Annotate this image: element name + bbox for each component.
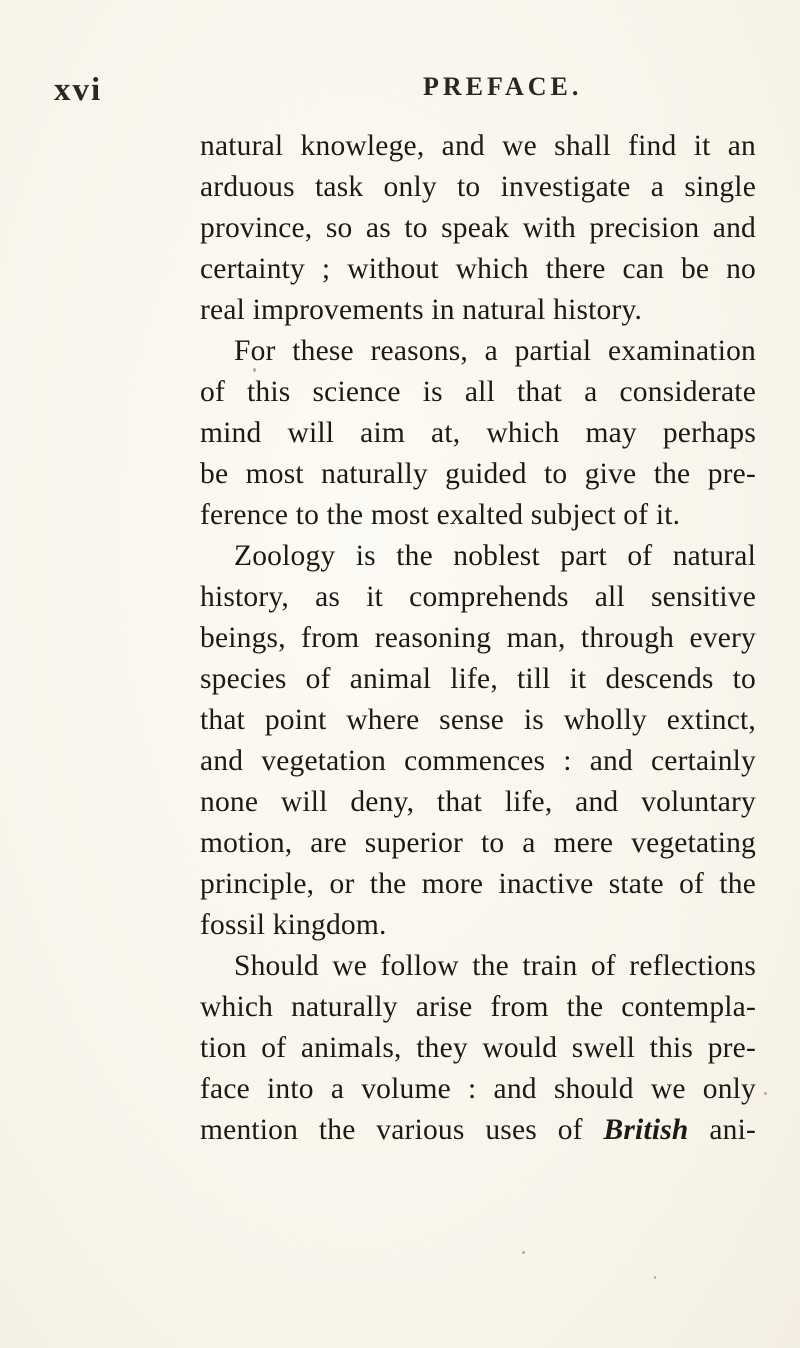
text-line-content: be most naturally guided to give the pre- bbox=[200, 458, 756, 490]
text-line bbox=[200, 536, 756, 577]
paper-speck bbox=[253, 368, 256, 372]
text-line-content: that point where sense is wholly extinct, bbox=[200, 704, 756, 736]
text-line-content: motion, are superior to a mere vegetating bbox=[200, 827, 756, 859]
running-head bbox=[0, 72, 800, 112]
text-line-content: history, as it comprehends all sensitive bbox=[200, 581, 756, 613]
text-line-content: principle, or the more inactive state of the bbox=[200, 868, 756, 900]
text-line bbox=[200, 372, 756, 413]
paper-speck bbox=[522, 1251, 525, 1254]
text-line bbox=[200, 987, 756, 1028]
text-line-content: arduous task only to investigate a single bbox=[200, 171, 756, 203]
text-line-content: certainty ; without which there can be no bbox=[200, 253, 756, 285]
body-text bbox=[200, 126, 756, 1151]
text-line bbox=[200, 1110, 756, 1151]
text-line bbox=[200, 331, 756, 372]
hyphenated-tail: ani- bbox=[709, 1114, 757, 1146]
text-line-content: natural knowlege, and we shall find it an bbox=[200, 130, 756, 162]
text-line bbox=[200, 823, 756, 864]
text-line bbox=[200, 864, 756, 905]
text-line bbox=[200, 577, 756, 618]
text-line bbox=[200, 208, 756, 249]
text-line-content: For these reasons, a partial examination bbox=[234, 335, 756, 367]
text-line-content: Should we follow the train of reflections bbox=[234, 950, 756, 982]
text-line-content: province, so as to speak with precision and bbox=[200, 212, 756, 244]
text-line bbox=[200, 454, 756, 495]
text-line bbox=[200, 249, 756, 290]
text-line bbox=[200, 741, 756, 782]
text-line-content: face into a volume : and should we only bbox=[200, 1073, 756, 1105]
text-line-content: and vegetation commences : and certainly bbox=[200, 745, 756, 777]
text-line-content: which naturally arise from the contempla- bbox=[200, 991, 756, 1023]
text-line-content: tion of animals, they would swell this pre- bbox=[200, 1032, 756, 1064]
text-line bbox=[200, 782, 756, 823]
italic-word: British bbox=[603, 1114, 689, 1146]
paper-speck bbox=[764, 1092, 767, 1095]
text-line-content: none will deny, that life, and voluntary bbox=[200, 786, 756, 818]
text-line-content: fossil kingdom. bbox=[200, 909, 387, 941]
text-line bbox=[200, 700, 756, 741]
text-line bbox=[200, 905, 756, 946]
text-line-content: Zoology is the noblest part of natural bbox=[234, 540, 756, 572]
text-line bbox=[200, 126, 756, 167]
text-line bbox=[200, 495, 756, 536]
page-number: xvi bbox=[54, 72, 103, 108]
text-line-content: mention the various uses of bbox=[200, 1114, 583, 1146]
text-line-content: species of animal life, till it descends to bbox=[200, 663, 756, 695]
running-head-title: PREFACE. bbox=[423, 72, 583, 101]
text-line bbox=[200, 1069, 756, 1110]
text-line bbox=[200, 659, 756, 700]
text-line bbox=[200, 618, 756, 659]
text-line bbox=[200, 1028, 756, 1069]
text-line-content: of this science is all that a considerate bbox=[200, 376, 756, 408]
text-line-content: real improvements in natural history. bbox=[200, 294, 643, 326]
text-line-content: mind will aim at, which may perhaps bbox=[200, 417, 756, 449]
text-line-content: ference to the most exalted subject of it. bbox=[200, 499, 681, 531]
text-line bbox=[200, 167, 756, 208]
text-line bbox=[200, 413, 756, 454]
text-line bbox=[200, 946, 756, 987]
text-line bbox=[200, 290, 756, 331]
text-line-content: beings, from reasoning man, through every bbox=[200, 622, 756, 654]
paper-speck bbox=[654, 1276, 656, 1279]
